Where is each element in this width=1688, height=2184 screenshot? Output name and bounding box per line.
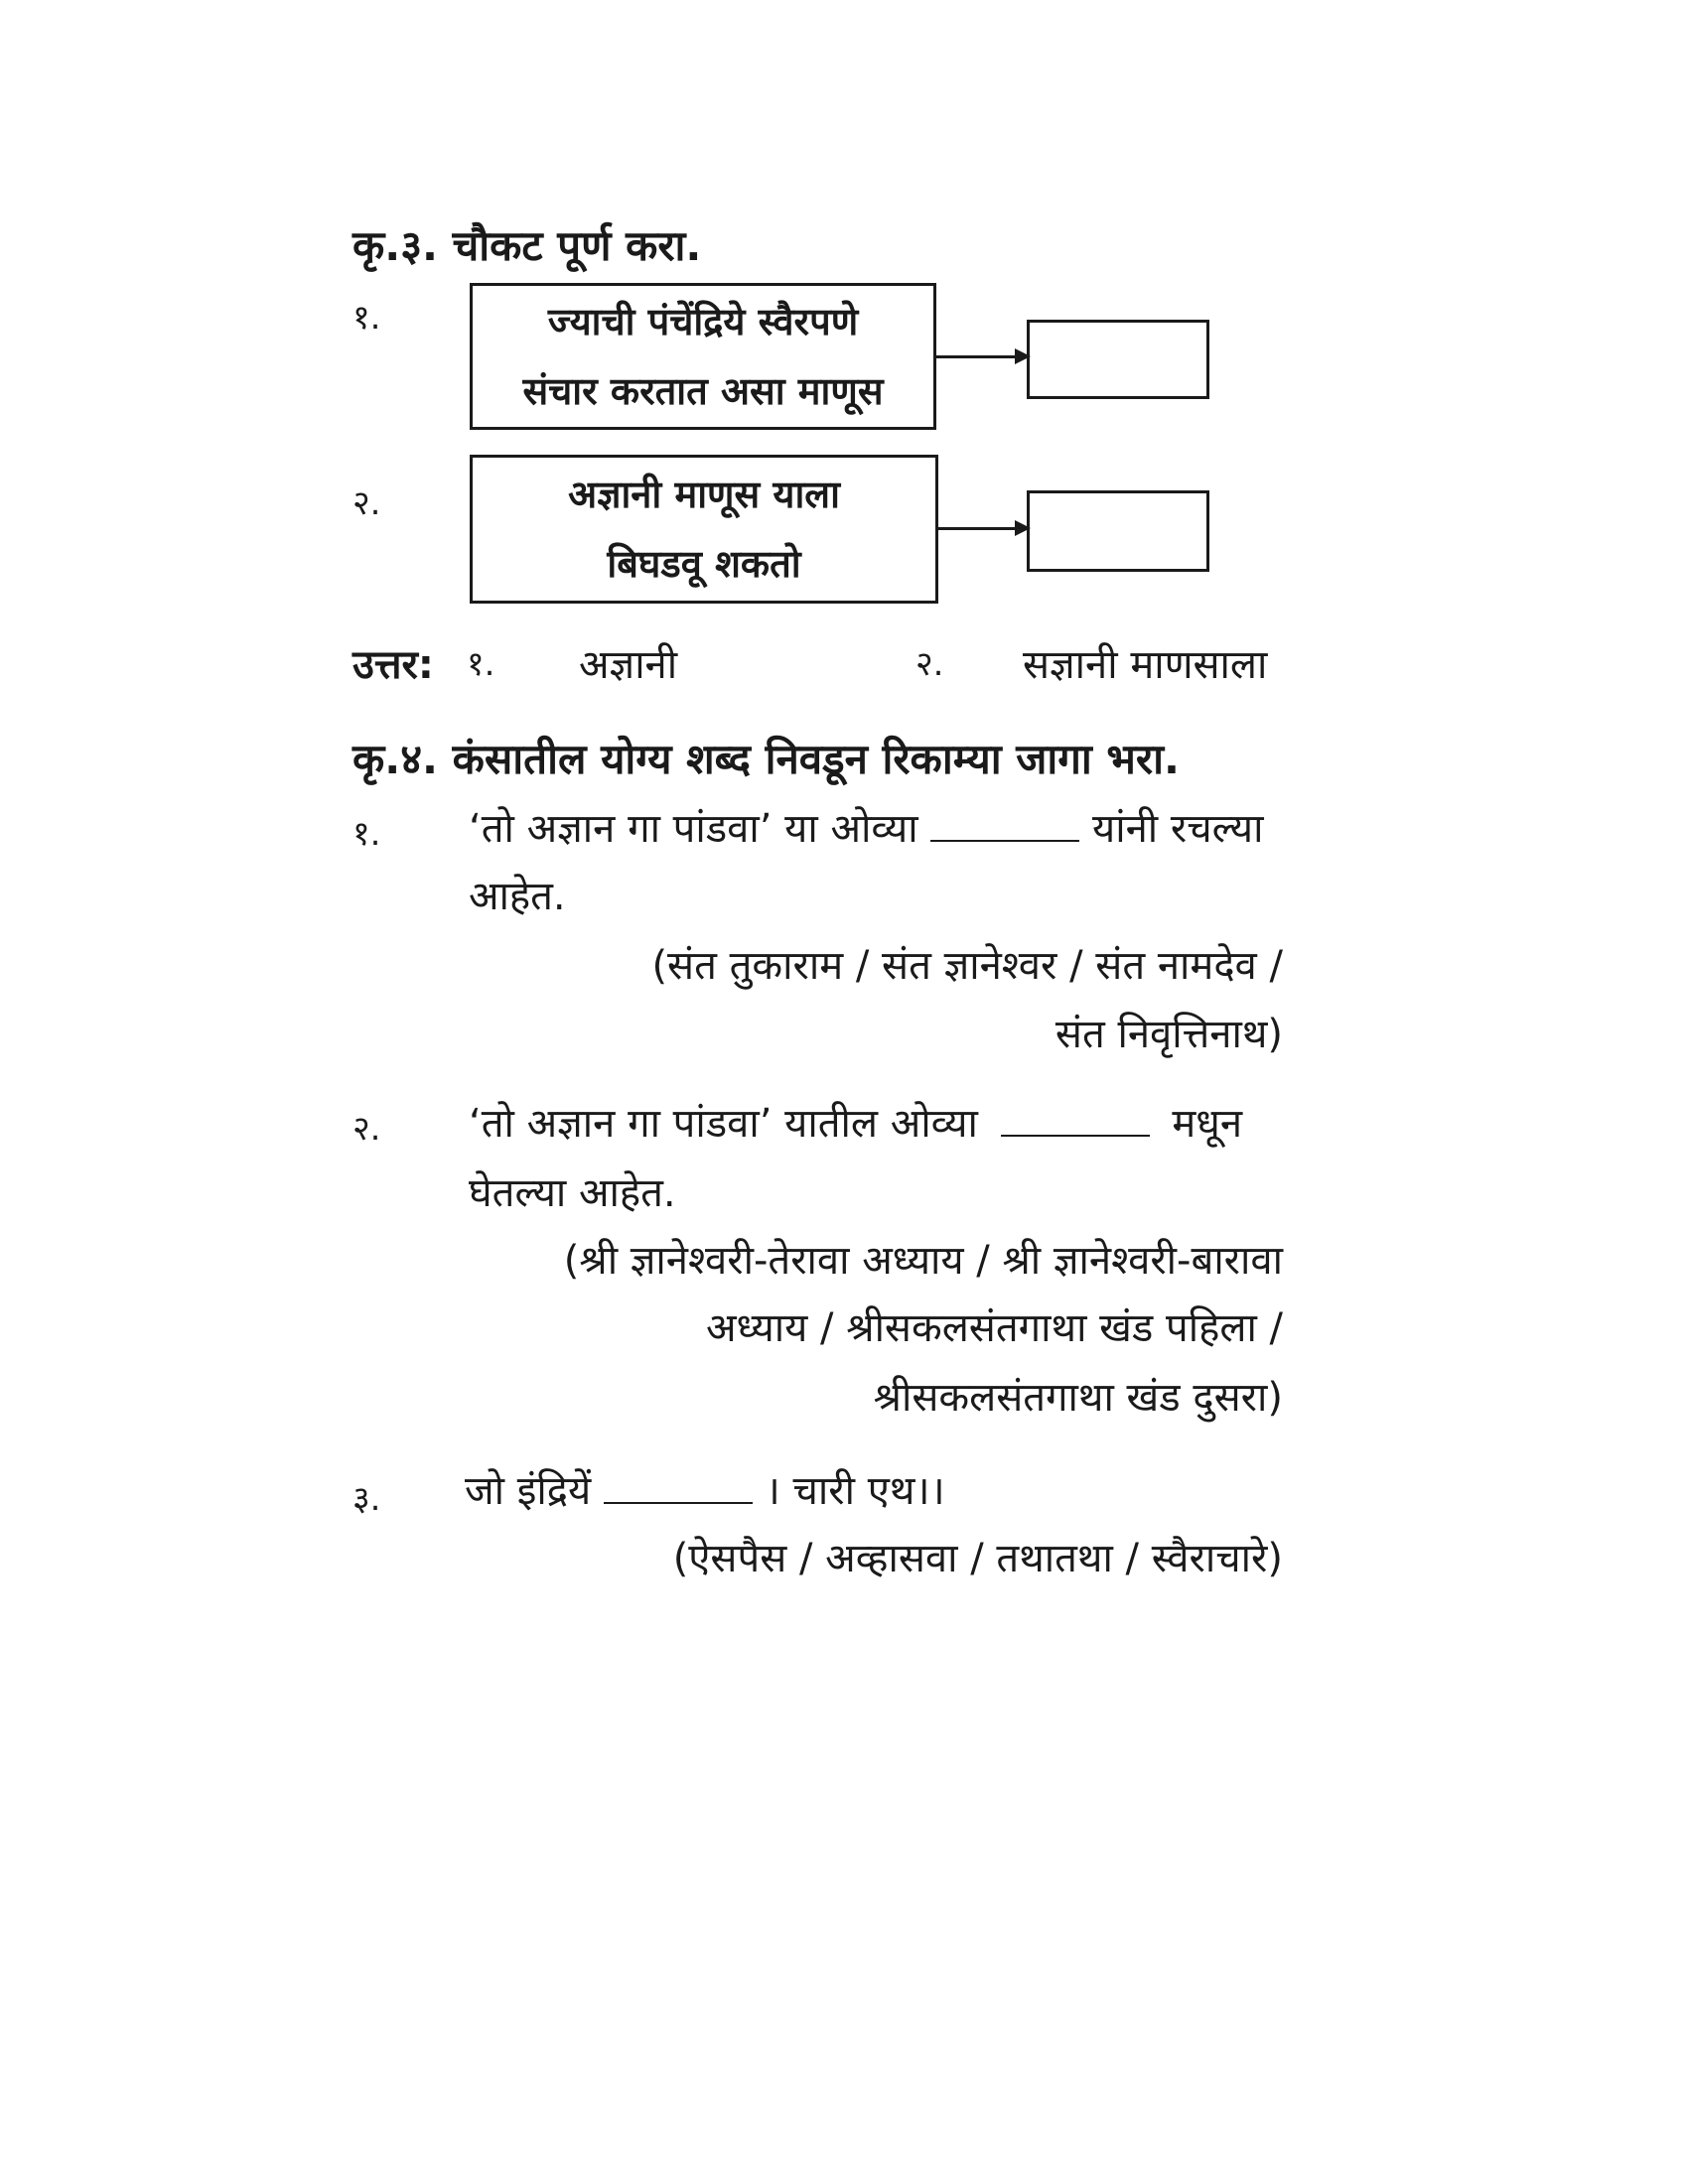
q3-item-2-number: २. [352,483,381,523]
q3-item-2-line1: अज्ञानी माणूस याला [568,473,840,516]
q4-item-2-options-line1: (श्री ज्ञानेश्वरी-तेरावा अध्याय / श्री ज्ञानेश्वरी-बारावा [563,1238,1283,1284]
q3-answer-2: सज्ञानी माणसाला [1023,642,1268,688]
q3-item-2-line2: बिघडवू शकतो [607,542,801,586]
q3-item-1-box [470,283,936,430]
q4-item-2-number: २. [352,1109,381,1149]
q4-item-1-text-before: ‘तो अज्ञान गा पांडवा’ या ओव्या [469,806,918,852]
q4-item-2-blank[interactable] [1001,1105,1150,1137]
q4-item-3-text-before: जो इंद्रियें [465,1468,592,1514]
q3-item-1-line2: संचार करतात असा माणूस [522,369,884,413]
q4-item-2-continuation: घेतल्या आहेत. [469,1170,676,1216]
q3-item-2-arrow [938,527,1024,530]
q4-item-2-text-before: ‘तो अज्ञान गा पांडवा’ यातील ओव्या [469,1101,978,1147]
q4-item-1-line [469,799,1263,854]
q4-item-3-number: ३. [352,1479,381,1519]
q3-item-1-arrow [936,355,1024,358]
q3-item-2-answer-box[interactable] [1027,490,1209,572]
q4-item-2-text-after: मधून [1172,1101,1243,1147]
q4-item-3-line [465,1461,945,1516]
q3-item-2-box [470,455,938,604]
q4-item-1-options-line2: संत निवृत्तिनाथ) [1055,1012,1283,1057]
q3-answer-1-number: १. [467,644,495,684]
q4-item-1-text-after: यांनी रचल्या [1092,806,1264,852]
q4-heading: कृ.४. कंसातील योग्य शब्द निवडून रिकाम्या जागा भरा. [352,735,1180,783]
q4-item-3-blank[interactable] [604,1472,753,1504]
q3-item-1-line1: ज्याची पंचेंद्रिये स्वैरपणे [547,300,859,343]
q3-heading: कृ.३. चौकट पूर्ण करा. [352,221,702,270]
q4-item-1-continuation: आहेत. [469,874,566,919]
q4-item-3-options: (ऐसपैस / अव्हासवा / तथातथा / स्वैराचारे) [672,1536,1283,1581]
q4-item-3-text-after: । चारी एथ।। [765,1468,945,1514]
q4-item-2-options-line3: श्रीसकलसंतगाथा खंड दुसरा) [873,1375,1283,1421]
q4-item-1-options-line1: (संत तुकाराम / संत ज्ञानेश्वर / संत नामदेव / [651,943,1283,989]
q4-item-2-options-line2: अध्याय / श्रीसकलसंतगाथा खंड पहिला / [705,1305,1283,1351]
q3-item-1-number: १. [352,298,381,338]
q3-item-1-answer-box[interactable] [1027,320,1209,399]
q4-item-1-number: १. [352,814,381,854]
q3-answer-1: अज्ञानी [579,642,678,688]
q4-item-2-line [469,1094,1242,1149]
q4-item-1-blank[interactable] [930,810,1079,842]
q3-answer-label: उत्तर: [352,642,434,688]
q3-answer-2-number: २. [915,644,944,684]
